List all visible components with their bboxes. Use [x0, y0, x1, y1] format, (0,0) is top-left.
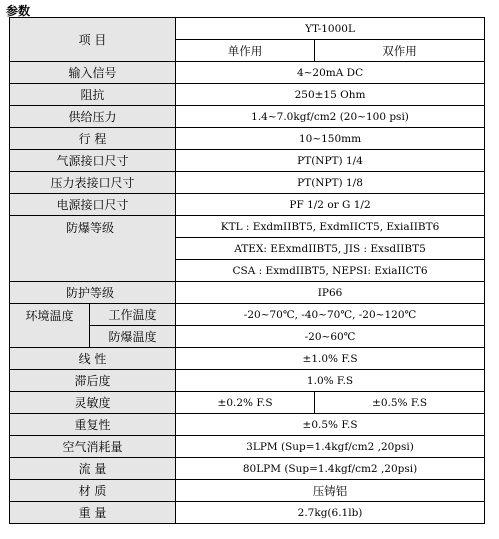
table-row: [10, 128, 485, 150]
row-value: KTL : ExdmIIBT5, ExdmIICT5, ExiaIIBT6: [176, 216, 485, 238]
row-label: 环境温度: [10, 304, 90, 348]
row-value: 4~20mA DC: [176, 62, 485, 84]
row-label: 线 性: [10, 348, 176, 370]
row-value: 250±15 Ohm: [176, 84, 485, 106]
row-value: -20~70℃, -40~70℃, -20~120℃: [176, 304, 485, 326]
row-label: 滞后度: [10, 370, 176, 392]
table-row: [10, 106, 485, 128]
table-row: [10, 84, 485, 106]
row-label: 气源接口尺寸: [10, 150, 176, 172]
row-label: 行 程: [10, 128, 176, 150]
table-row: [10, 436, 485, 458]
sub-label: 防爆温度: [90, 326, 176, 348]
model-name: YT-1000L: [176, 18, 485, 40]
row-value: 10~150mm: [176, 128, 485, 150]
single-acting-header: 单作用: [176, 40, 315, 62]
row-label: 阻抗: [10, 84, 176, 106]
row-value: -20~60℃: [176, 326, 485, 348]
table-row: [10, 216, 485, 238]
spec-table: [9, 17, 485, 524]
table-row: [10, 304, 485, 326]
table-row: [10, 348, 485, 370]
table-row: [10, 414, 485, 436]
row-value: ±0.5% F.S: [315, 392, 485, 414]
table-row: [10, 458, 485, 480]
table-row: [10, 502, 485, 524]
row-label: 重复性: [10, 414, 176, 436]
table-row: [10, 370, 485, 392]
row-label: 空气消耗量: [10, 436, 176, 458]
table-row: [10, 18, 485, 40]
row-value: PT(NPT) 1/4: [176, 150, 485, 172]
table-row: [10, 282, 485, 304]
row-value: IP66: [176, 282, 485, 304]
section-heading: 参数: [6, 4, 31, 18]
table-row: [10, 150, 485, 172]
row-value: 压铸铝: [176, 480, 485, 502]
table-row: [10, 194, 485, 216]
table-row: [10, 480, 485, 502]
row-value: PF 1/2 or G 1/2: [176, 194, 485, 216]
row-value: 2.7kg(6.1lb): [176, 502, 485, 524]
row-value: ±0.2% F.S: [176, 392, 315, 414]
row-value: ±1.0% F.S: [176, 348, 485, 370]
table-row: [10, 62, 485, 84]
row-value: PT(NPT) 1/8: [176, 172, 485, 194]
header-item-label: 项 目: [10, 18, 176, 62]
row-label: 压力表接口尺寸: [10, 172, 176, 194]
row-label: 电源接口尺寸: [10, 194, 176, 216]
double-acting-header: 双作用: [315, 40, 485, 62]
row-label: 流 量: [10, 458, 176, 480]
row-label: 供给压力: [10, 106, 176, 128]
row-value: 1.4~7.0kgf/cm2 (20~100 psi): [176, 106, 485, 128]
table-row: [10, 392, 485, 414]
row-value: 3LPM (Sup=1.4kgf/cm2 ,20psi): [176, 436, 485, 458]
row-label: 防爆等级: [10, 216, 176, 282]
table-row: [10, 172, 485, 194]
row-label: 灵敏度: [10, 392, 176, 414]
row-value: ±0.5% F.S: [176, 414, 485, 436]
row-label: 重 量: [10, 502, 176, 524]
sub-label: 工作温度: [90, 304, 176, 326]
row-value: 1.0% F.S: [176, 370, 485, 392]
row-label: 防护等级: [10, 282, 176, 304]
row-value: 80LPM (Sup=1.4kgf/cm2 ,20psi): [176, 458, 485, 480]
row-value: CSA : ExmdIIBT5, NEPSI: ExiaIICT6: [176, 260, 485, 282]
row-label: 材 质: [10, 480, 176, 502]
row-label: 输入信号: [10, 62, 176, 84]
row-value: ATEX: EExmdIIBT5, JIS : ExsdIIBT5: [176, 238, 485, 260]
